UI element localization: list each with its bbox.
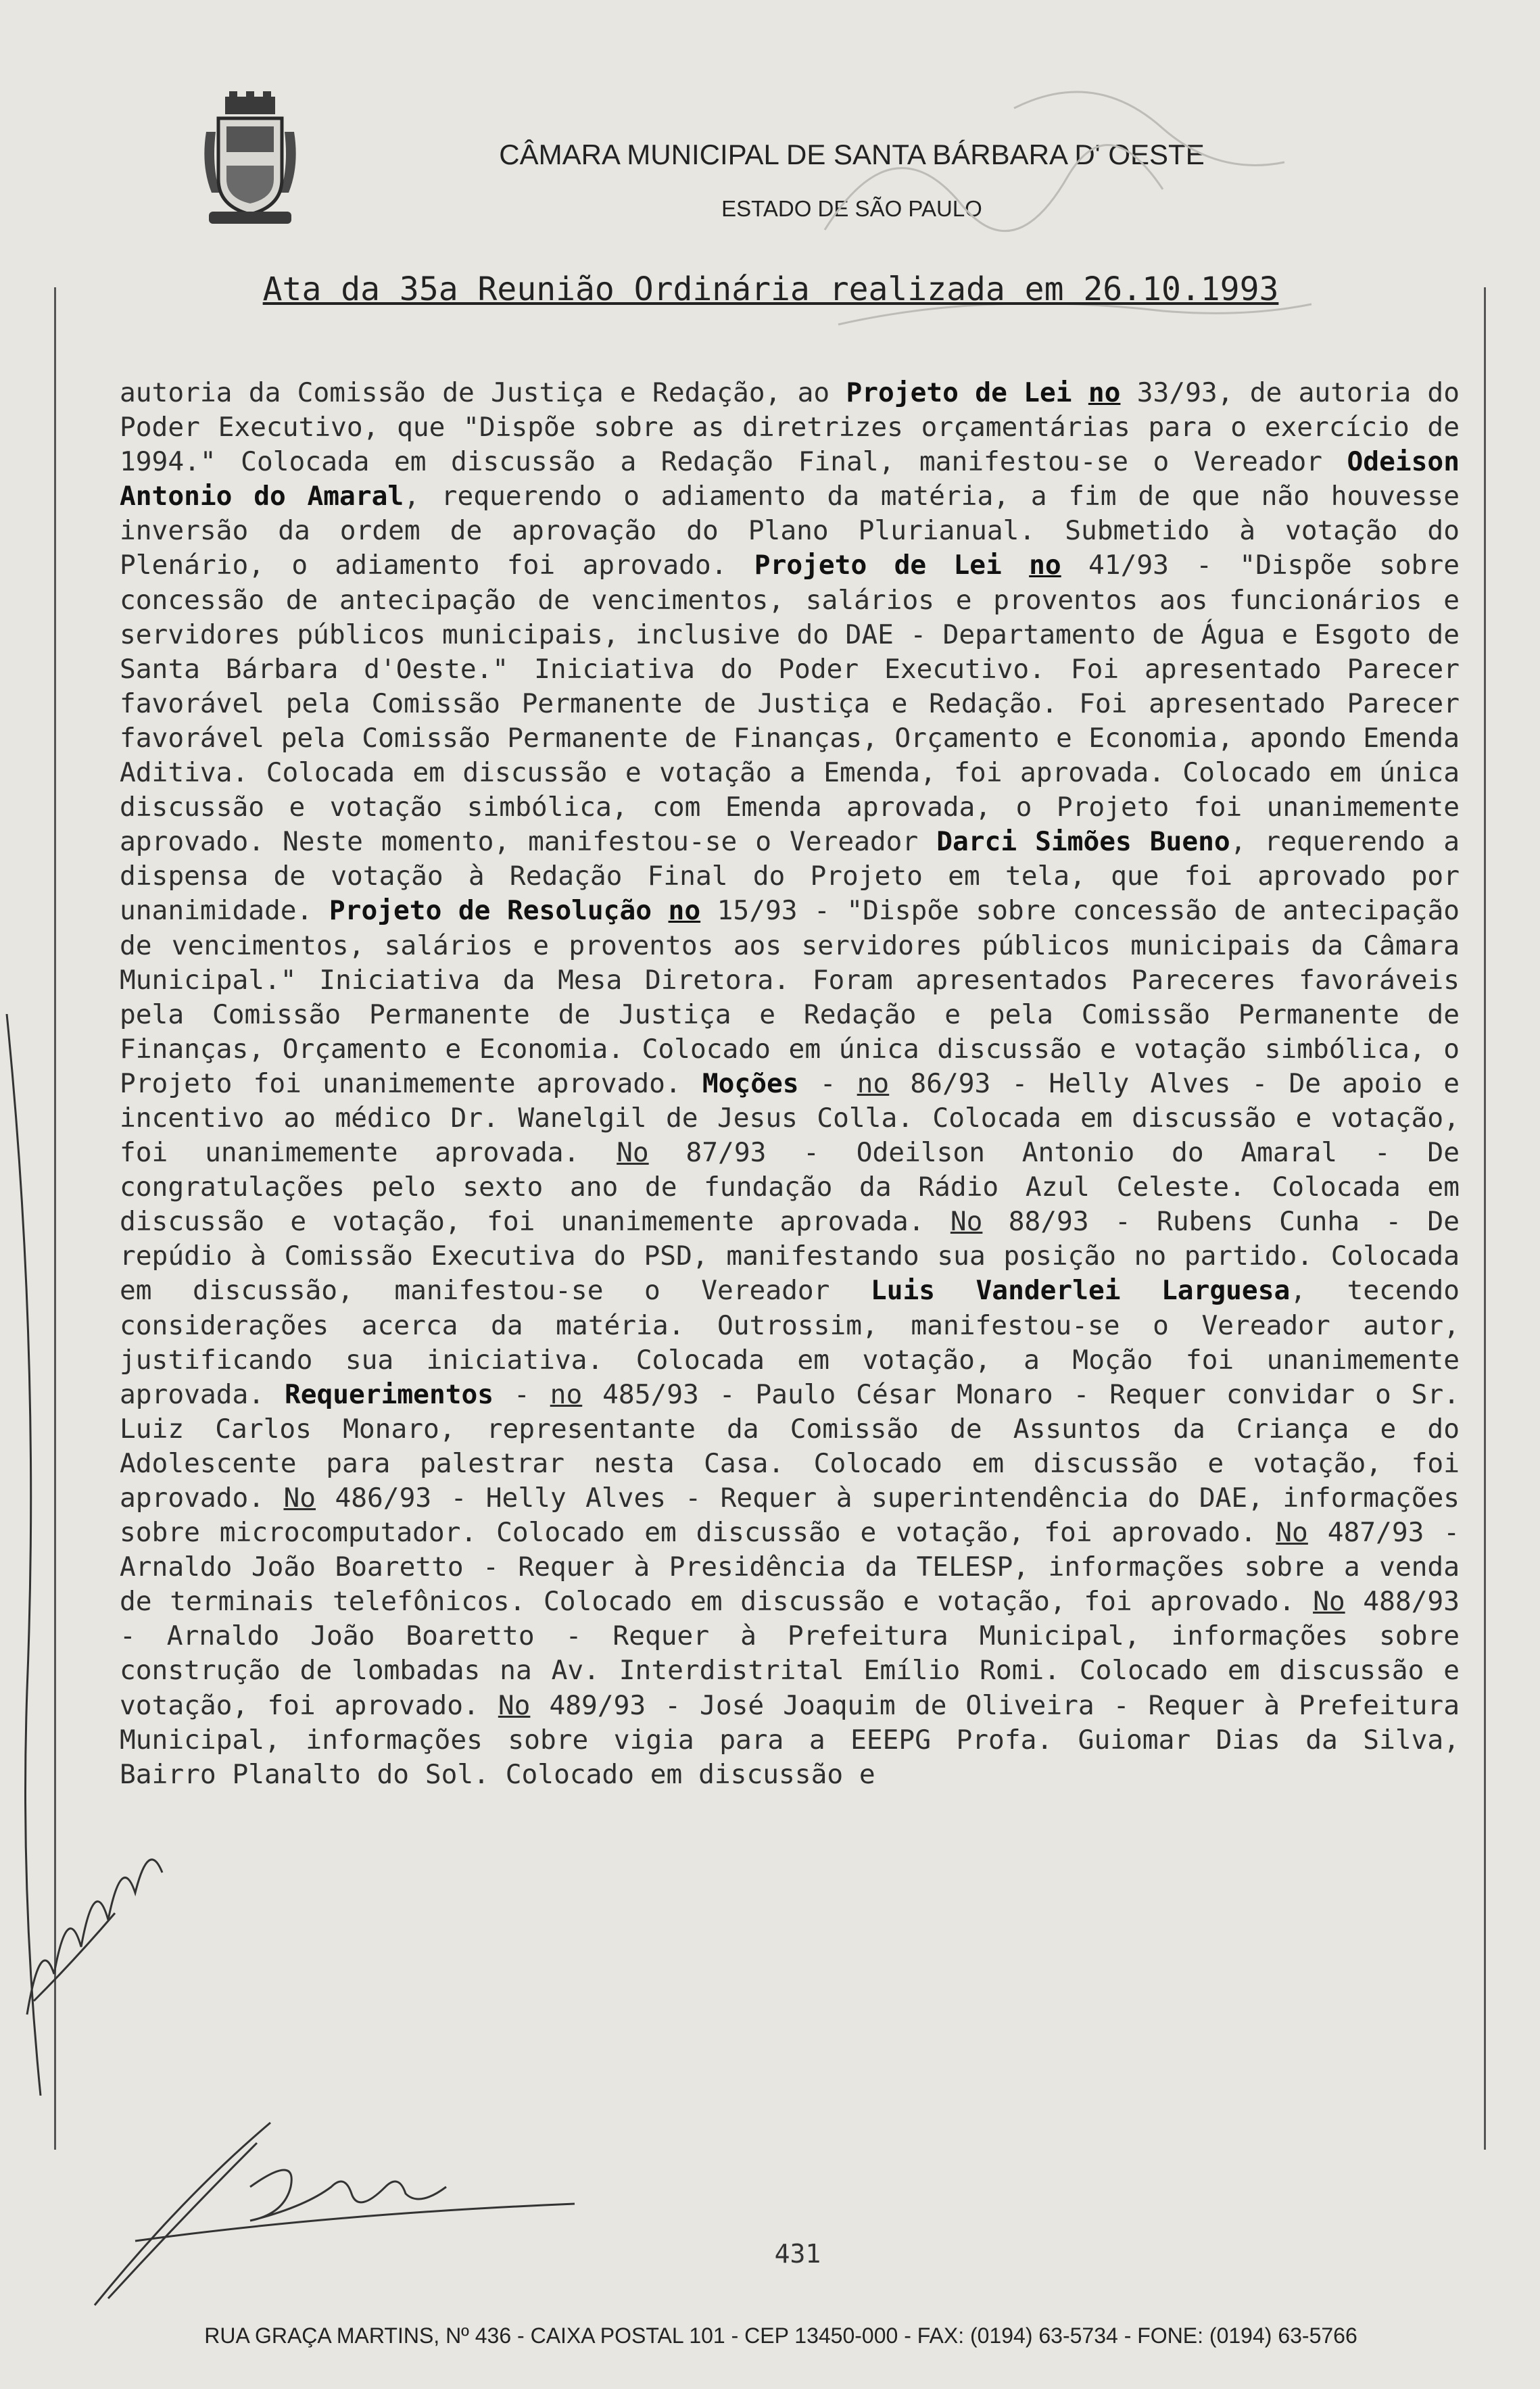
bold-segment: Projeto de Resolução [329,895,669,927]
body-text-segment: 488/93 - Arnaldo João Boaretto - Requer à Prefeitura Municipal, informações sobre construção de lombadas na Av. Interdistrital Emílio Romi. Colocado em discussão e votação, foi aprovado. [120,1586,1460,1721]
body-text-segment: 489/93 - José Joaquim de Oliveira - Requer à Prefeitura Municipal, informações sobre vigia para a EEEPG Profa. Guiomar Dias da Silva, Bairro Planalto do Sol. Colocado em discussão e [120,1689,1460,1790]
body-text-segment: 87/93 - Odeilson Antonio do Amaral - De congratulações pelo sexto ano de fundação da Rádio Azul Celeste. Colocada em discussão e votação, foi unanimemente aprovada. [120,1137,1460,1238]
margin-signature-icon [14,1798,169,2021]
bold-segment: Projeto de Lei [846,377,1088,408]
body-text-segment: 15/93 - "Dispõe sobre concessão de antecipação de vencimentos, salários e proventos aos servidores públicos municipais da Câmara Municipal." Iniciativa da Mesa Diretora. Foram apresentados Pareceres favoráveis pela Comissão Permanente de Justiça e Redação e pela Comissão Permanente de Finanças, Orçamento e Economia. Colocado em única discussão e votação simbólica, o Projeto foi unanimemente aprovado. [120,895,1460,1099]
body-text-segment: 485/93 - Paulo César Monaro - Requer convidar o Sr. Luiz Carlos Monaro, representante da Comissão de Assuntos da Criança e do Adolescente para palestrar nesta Casa. Colocado em discussão e votação, foi aprovado. [120,1378,1460,1514]
number-abbrev: no [1029,550,1061,581]
right-margin-line [1484,287,1486,2150]
page-footer-signature-icon [128,2146,588,2248]
body-text-segment: , requerendo o adiamento da matéria, a fim de que não houvesse inversão da ordem de aprovação do Plano Plurianual. Submetido à votação do Plenário, o adiamento foi aprovado. [120,481,1460,581]
bold-segment: Projeto de Lei [754,550,1030,581]
body-text-segment: , requerendo a dispensa de votação à Redação Final do Projeto em tela, que foi aprovado por unanimidade. [120,826,1460,927]
number-abbrev: No [1313,1586,1345,1618]
number-abbrev: no [857,1067,890,1099]
body-text-segment: 33/93, de autoria do Poder Executivo, que "Dispõe sobre as diretrizes orçamentárias para o exercício de 1994." Colocada em discussão a Redação Final, manifestou-se o Vereador [120,377,1460,478]
faint-bleedthrough-signature-icon [811,68,1325,352]
number-abbrev: No [1276,1517,1308,1549]
institution-name: CÂMARA MUNICIPAL DE SANTA BÁRBARA D' OESTE [499,139,1205,170]
body-text-segment: - [494,1378,550,1410]
number-abbrev: no [1088,377,1121,408]
bold-segment: Odeison Antonio do Amaral [120,446,1460,512]
footer-address: RUA GRAÇA MARTINS, Nº 436 - CAIXA POSTAL 101 - CEP 13450-000 - FAX: (0194) 63-5734 - FONE: (0194) 63-5766 [204,2323,1357,2348]
number-abbrev: No [498,1689,531,1721]
number-abbrev: no [550,1378,583,1410]
number-abbrev: no [668,895,701,927]
coat-of-arms-icon [199,91,301,230]
number-abbrev: No [617,1137,649,1169]
minutes-body [120,376,1460,1792]
page-number: 431 [774,2239,821,2269]
number-abbrev: No [283,1482,316,1514]
document-title: Ata da 35a Reunião Ordinária realizada em 26.10.1993 [262,270,1279,308]
bold-segment: Moções [702,1067,799,1099]
body-text-segment: 486/93 - Helly Alves - Requer à superintendência do DAE, informações sobre microcomputador. Colocado em discussão e votação, foi aprovado. [120,1482,1460,1549]
bold-segment: Requerimentos [284,1378,494,1410]
bold-segment: Darci Simões Bueno [936,826,1230,858]
body-text-segment: 41/93 - "Dispõe sobre concessão de antecipação de vencimentos, salários e proventos aos funcionários e servidores públicos municipais, inclusive do DAE - Departamento de Água e Esgoto de Santa Bárbara d'Oeste." Iniciativa do Poder Executivo. Foi apresentado Parecer favorável pela Comissão Permanente de Justiça e Redação. Foi apresentado Parecer favorável pela Comissão Permanente de Finanças, Orçamento e Economia, apondo Emenda Aditiva. Colocada em discussão e votação a Emenda, foi aprovada. Colocado em única discussão e votação simbólica, com Emenda aprovada, o Projeto foi unanimemente aprovado. Neste momento, manifestou-se o Vereador [120,550,1460,858]
body-text-segment: - [798,1067,857,1099]
body-text-segment: 86/93 - Helly Alves - De apoio e incentivo ao médico Dr. Wanelgil de Jesus Colla. Colocada em discussão e votação, foi unanimemente aprovada. [120,1067,1460,1169]
state-name: ESTADO DE SÃO PAULO [721,196,982,221]
bold-segment: Luis Vanderlei Larguesa [870,1275,1291,1307]
body-text-segment: , tecendo considerações acerca da matéria. Outrossim, manifestou-se o Vereador autor, justificando sua iniciativa. Colocada em votação, a Moção foi unanimemente aprovada. [120,1275,1460,1410]
number-abbrev: No [950,1206,983,1238]
body-text-segment: 487/93 - Arnaldo João Boaretto - Requer à Presidência da TELESP, informações sobre a venda de terminais telefônicos. Colocado em discussão e votação, foi aprovado. [120,1517,1460,1618]
body-text-segment: 88/93 - Rubens Cunha - De repúdio à Comissão Executiva do PSD, manifestando sua posição no partido. Colocada em discussão, manifestou-se o Vereador [120,1206,1460,1307]
body-text-segment: autoria da Comissão de Justiça e Redação, ao [120,377,846,408]
